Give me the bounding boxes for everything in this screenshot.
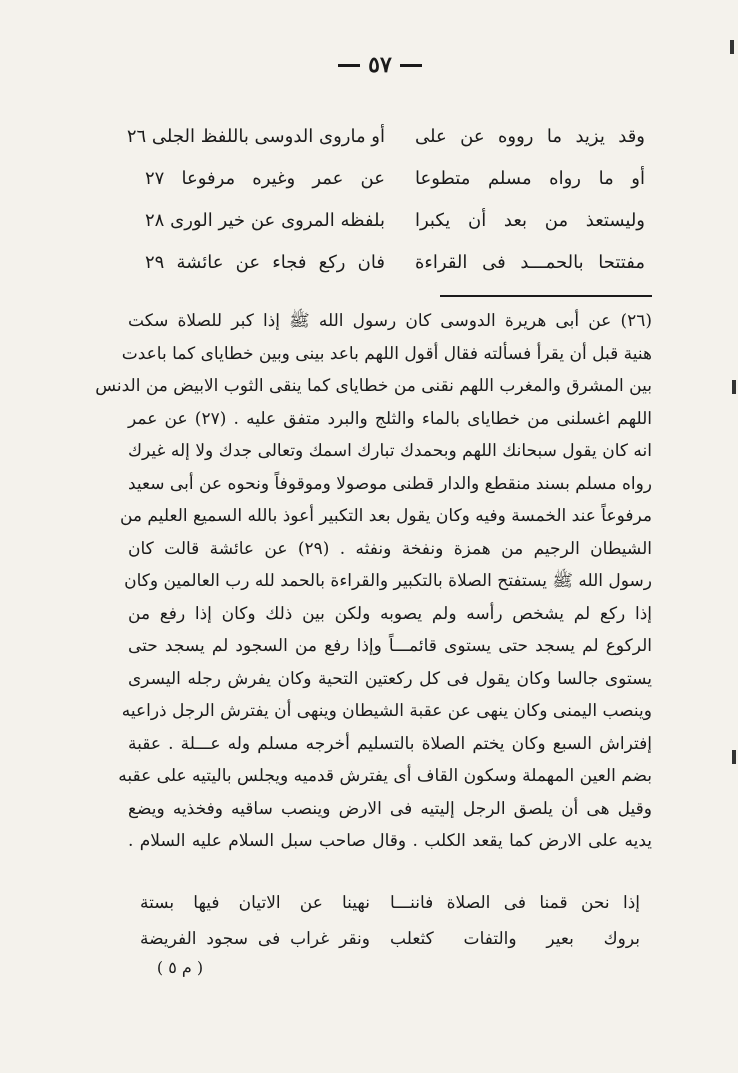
scan-edge-mark	[732, 750, 736, 764]
verse-first-hemistich: وقد يزيد ما رووه عن على	[415, 125, 645, 147]
verse-second-hemistich: عن عمر وغيره مرفوعا ٢٧	[145, 167, 385, 189]
poem-verse	[126, 115, 645, 157]
verse-second-hemistich: أو ماروى الدوسى باللفظ الجلى ٢٦	[126, 125, 385, 147]
verse-second-hemistich: نهينا عن الاتيان فيها بستة	[140, 893, 370, 913]
footnote-line: مرفوعاً عند الخمسة وفيه وكان يقول بعد التكبير أعوذ بالله السميع العليم من	[119, 506, 652, 526]
page-number: ٥٧	[368, 52, 392, 78]
poem-verse	[145, 241, 645, 283]
verse-first-hemistich: بروك بعير والتفات كثعلب	[390, 929, 640, 949]
footnote-line: رواه مسلم بسند منقطع والدار قطنى موصولا وموقوفاً ونحوه عن أبى سعيد	[128, 473, 652, 494]
top-poem	[126, 115, 645, 283]
poem-verse	[145, 157, 645, 199]
scan-edge-mark	[732, 380, 736, 394]
header-dash-right	[400, 64, 422, 67]
footnote-line: (٢٦) عن أبى هريرة الدوسى كان رسول الله ﷺ إذا كبر للصلاة سكت	[128, 311, 652, 331]
header-dash-left	[338, 64, 360, 67]
footnote-line: وينصب اليمنى وكان ينهى عن عقبة الشيطان وينهى أن يفترش الرجل ذراعيه	[121, 701, 652, 721]
poem-verse	[140, 921, 640, 957]
footnote-line: هنية قبل أن يقرأ فسألته فقال أقول اللهم باعد بينى وبين خطاياى كما باعدت	[121, 343, 652, 364]
verse-second-hemistich: ونقر غراب فى سجود الفريضة	[140, 929, 370, 949]
bottom-poem	[140, 885, 640, 957]
footnote-line: إذا ركع لم يشخص رأسه ولم يصوبه ولكن بين ذلك وكان إذا رفع من	[128, 603, 652, 624]
poem-verse	[145, 199, 645, 241]
footnote-line: بين المشرق والمغرب اللهم نقنى من خطاياى كما ينقى الثوب الابيض من الدنس	[95, 376, 652, 396]
footnote-line: اللهم اغسلنى من خطاياى بالماء والثلج والبرد متفق عليه . (٢٧) عن عمر	[128, 408, 652, 429]
footnote-line: الركوع لم يسجد حتى يستوى قائمـــاً وإذا رفع من السجود لم يسجد حتى	[128, 636, 652, 656]
footnote-line: انه كان يقول سبحانك اللهم وبحمدك تبارك اسمك وتعالى جدك ولا إله غيرك	[128, 441, 652, 461]
page-header	[330, 52, 430, 78]
poem-verse	[140, 885, 640, 921]
footnote-separator	[440, 295, 652, 297]
signature-mark: ( م ٥ )	[156, 958, 204, 977]
footnote-line: رسول الله ﷺ يستفتح الصلاة بالتكبير والقراءة بالحمد لله رب العالمين وكان	[124, 571, 652, 591]
footnote-line: إفتراش السبع وكان يختم الصلاة بالتسليم أخرجه مسلم وله عـــلة . عقبة	[128, 733, 652, 754]
footnotes	[95, 305, 652, 858]
verse-second-hemistich: فان ركع فجاء عن عائشة ٢٩	[145, 251, 385, 273]
verse-first-hemistich: إذا نحن قمنا فى الصلاة فاننـــا	[390, 893, 640, 913]
verse-first-hemistich: وليستعذ من بعد أن يكبرا	[415, 209, 645, 231]
scan-edge-mark	[730, 40, 734, 54]
footnote-line: وقيل هى أن يلصق الرجل إليتيه فى الارض وينصب ساقيه وفخذيه ويضع	[128, 798, 652, 819]
footnote-line: الشيطان الرجيم من همزة ونفخة ونفثه . (٢٩) عن عائشة قالت كان	[128, 538, 652, 559]
verse-first-hemistich: أو ما رواه مسلم متطوعا	[415, 167, 645, 189]
footnote-line: بضم العين المهملة وسكون القاف أى يفترش قدميه ويجلس باليتيه على عقبه	[118, 766, 652, 786]
footnote-line: يستوى جالسا وكان يقول فى كل ركعتين التحية وكان يفرش رجله اليسرى	[128, 668, 652, 689]
verse-second-hemistich: بلفظه المروى عن خير الورى ٢٨	[145, 209, 385, 231]
verse-first-hemistich: مفتتحا بالحمـــد فى القراءة	[415, 251, 645, 273]
footnote-line: يديه على الارض كما يقعد الكلب . وقال صاحب سبل السلام عليه السلام .	[128, 831, 652, 851]
